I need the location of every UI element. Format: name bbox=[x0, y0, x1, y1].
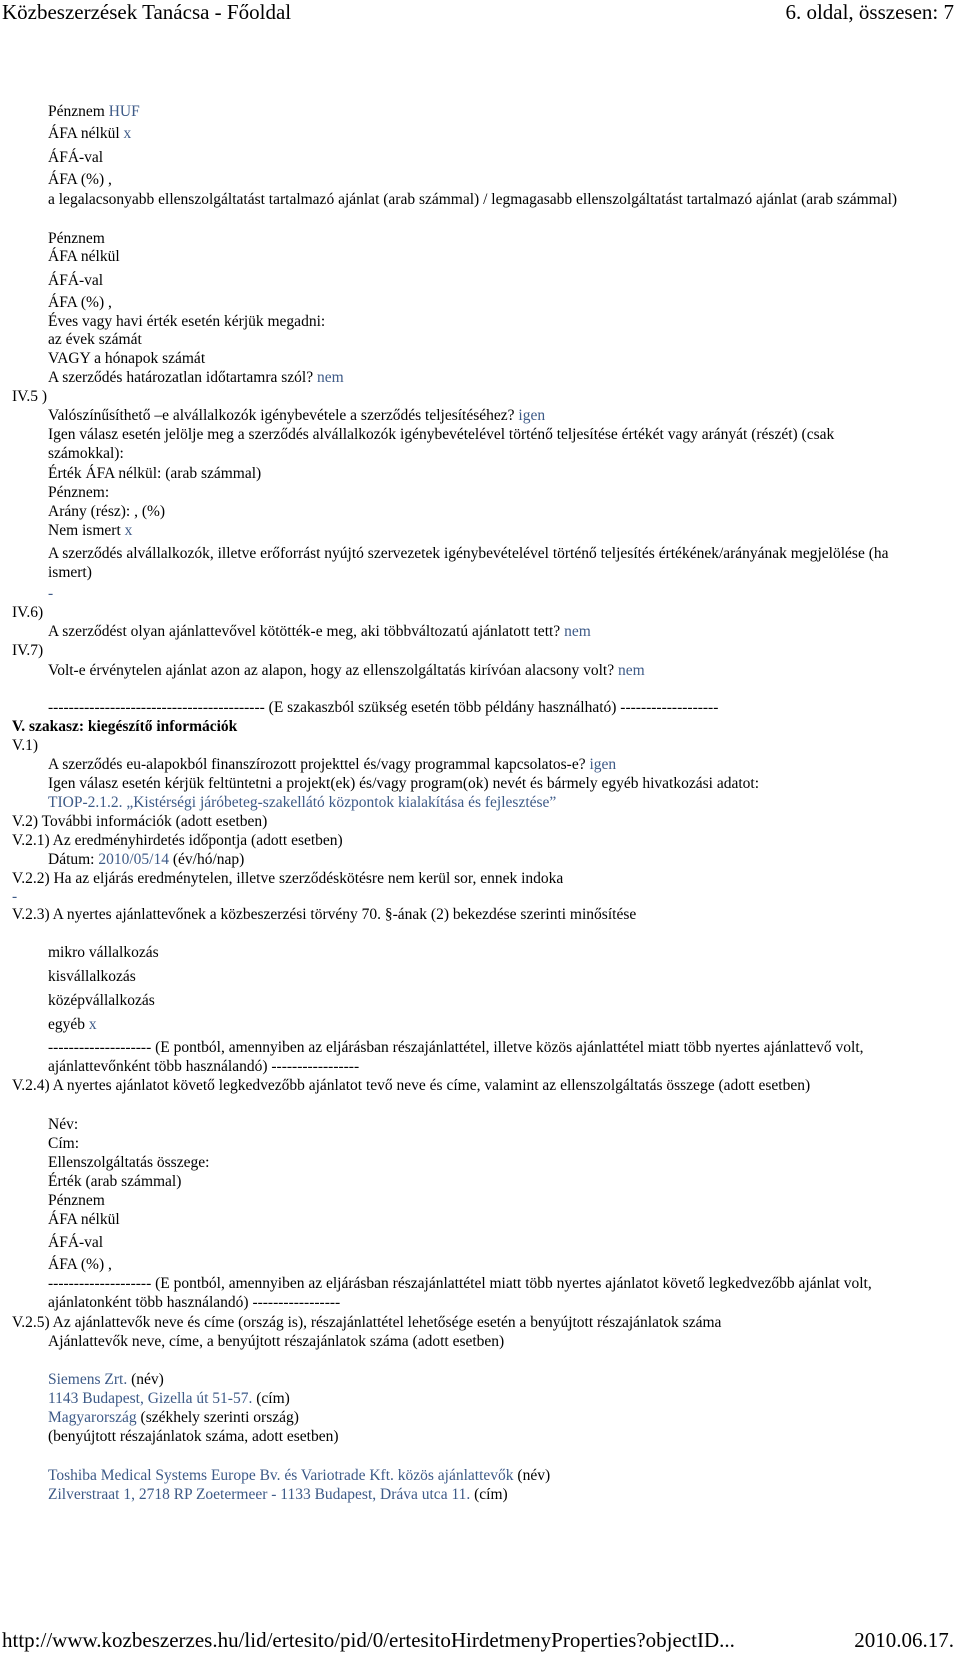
text-line: Pénznem bbox=[48, 230, 105, 247]
text-line: Érték ÁFA nélkül: (arab számmal) bbox=[48, 465, 262, 482]
other-line: egyéb x bbox=[48, 1016, 97, 1033]
text-line: ÁFÁ-val bbox=[48, 272, 104, 289]
text-line: ÁFA nélkül bbox=[48, 1211, 120, 1228]
text-line: ÁFA (%) , bbox=[48, 1256, 112, 1273]
section-number: IV.5 ) bbox=[12, 388, 48, 405]
text-line: Igen válasz esetén jelölje meg a szerződés alvállalkozók igénybevételével történő teljesítése értékét vagy arányát (részét) (csak számokkal): bbox=[48, 426, 835, 462]
low-price-line: Volt-e érvénytelen ajánlat azon az alapon, hogy az ellenszolgáltatás kirívóan alacsony volt? nem bbox=[48, 662, 645, 679]
text-line: a legalacsonyabb ellenszolgáltatást tartalmazó ajánlat (arab számmal) / legmagasabb ellenszolgáltatást tartalmazó ajánlat (arab számmal) bbox=[48, 191, 898, 208]
text-line: Ellenszolgáltatás összege: bbox=[48, 1154, 210, 1171]
section-number: IV.7) bbox=[12, 642, 44, 659]
value-dash: - bbox=[12, 888, 18, 905]
page-footer bbox=[0, 1626, 960, 1654]
page-counter: 6. oldal, összesen: 7 bbox=[785, 0, 954, 24]
indefinite-term-line: A szerződés határozatlan időtartamra szól? nem bbox=[48, 369, 344, 386]
print-date: 2010.06.17. bbox=[854, 1628, 954, 1652]
text-line: kisvállalkozás bbox=[48, 968, 136, 985]
text-line: A szerződés alvállalkozók, illetve erőforrást nyújtó szervezetek igénybevételével történő teljesítés értékének/arányának megjelölése (ha ismert) bbox=[48, 545, 889, 581]
text-line: V.2.5) Az ajánlattevők neve és címe (ország is), részajánlattétel lehetősége esetén a benyújtott részajánlatok száma bbox=[12, 1314, 722, 1331]
subcontractor-line: Valószínűsíthető –e alvállalkozók igénybevétele a szerződés teljesítéséhez? igen bbox=[48, 407, 546, 424]
value-dash: - bbox=[48, 585, 54, 602]
date-line: Dátum: 2010/05/14 (év/hó/nap) bbox=[48, 851, 245, 868]
project-reference: TIOP-2.1.2. „Kistérségi járóbeteg-szakellátó központok kialakítása és fejlesztése” bbox=[48, 794, 557, 811]
unknown-line: Nem ismert x bbox=[48, 522, 133, 539]
bidder-address-line: 1143 Budapest, Gizella út 51-57. (cím) bbox=[48, 1390, 290, 1407]
text-line: ÁFA (%) , bbox=[48, 294, 112, 311]
text-line: Ajánlattevők neve, címe, a benyújtott részajánlatok száma (adott esetben) bbox=[48, 1333, 505, 1350]
variant-bid-line: A szerződést olyan ajánlattevővel kötötték-e meg, aki többváltozatú ajánlatott tett? nem bbox=[48, 623, 591, 640]
section-number: V.1) bbox=[12, 737, 38, 754]
text-line: Arány (rész): , (%) bbox=[48, 503, 166, 520]
page-header bbox=[0, 0, 960, 26]
section-number: IV.6) bbox=[12, 604, 44, 621]
bidder-name-line: Toshiba Medical Systems Europe Bv. és Variotrade Kft. közös ajánlattevők (név) bbox=[48, 1467, 551, 1484]
text-line: V.2.3) A nyertes ajánlattevőnek a közbeszerzési törvény 70. §-ának (2) bekezdése szerinti minősítése bbox=[12, 906, 637, 923]
bidder-country-line: Magyarország (székhely szerinti ország) bbox=[48, 1409, 299, 1426]
bidder-address-line: Zilverstraat 1, 2718 RP Zoetermeer - 1133 Budapest, Dráva utca 11. (cím) bbox=[48, 1486, 508, 1503]
text-line: (benyújtott részajánlatok száma, adott esetben) bbox=[48, 1428, 339, 1445]
eu-funds-line: A szerződés eu-alapokból finanszírozott projekttel és/vagy programmal kapcsolatos-e? igen bbox=[48, 756, 617, 773]
text-line: ÁFÁ-val bbox=[48, 1234, 104, 1251]
text-line: Érték (arab számmal) bbox=[48, 1173, 182, 1190]
text-line: Éves vagy havi érték esetén kérjük megadni: bbox=[48, 313, 326, 330]
text-line: ÁFA nélkül bbox=[48, 248, 120, 265]
net-line: ÁFA nélkül x bbox=[48, 125, 132, 142]
separator-line: -------------------- (E pontból, amennyiben az eljárásban részajánlattétel miatt több nyertes ajánlatot követő legkedvezőbb ajánlat volt, ajánlatonként több használandó) ----------------- bbox=[48, 1275, 872, 1311]
text-line: Cím: bbox=[48, 1135, 80, 1152]
text-line: Név: bbox=[48, 1116, 79, 1133]
text-line: mikro vállalkozás bbox=[48, 944, 159, 961]
separator-line: -------------------- (E pontból, amennyiben az eljárásban részajánlattétel, illetve közös ajánlattétel miatt több nyertes ajánlattevő volt, ajánlattevőnként több használandó) ----------------- bbox=[48, 1039, 864, 1075]
separator-line: ------------------------------------------ (E szakaszból szükség esetén több példány használható) ------------------- bbox=[48, 699, 719, 716]
text-line: V.2.1) Az eredményhirdetés időpontja (adott esetben) bbox=[12, 832, 343, 849]
text-line: az évek számát bbox=[48, 331, 142, 348]
text-line: VAGY a hónapok számát bbox=[48, 350, 206, 367]
text-line: Igen válasz esetén kérjük feltüntetni a projekt(ek) és/vagy program(ok) nevét és bármely egyéb hivatkozási adatot: bbox=[48, 775, 760, 792]
text-line: V.2.2) Ha az eljárás eredménytelen, illetve szerződéskötésre nem kerül sor, ennek indoka bbox=[12, 870, 564, 887]
text-line: Pénznem: bbox=[48, 484, 110, 501]
page-title: Közbeszerzések Tanácsa - Főoldal bbox=[2, 0, 292, 24]
currency-line: Pénznem HUF bbox=[48, 103, 140, 120]
text-line: ÁFA (%) , bbox=[48, 171, 112, 188]
text-line: ÁFÁ-val bbox=[48, 149, 104, 166]
text-line: V.2) További információk (adott esetben) bbox=[12, 813, 268, 830]
section-heading: V. szakasz: kiegészítő információk bbox=[12, 718, 238, 735]
text-line: V.2.4) A nyertes ajánlatot követő legkedvezőbb ajánlatot tevő neve és címe, valamint az ellenszolgáltatás összege (adott esetben) bbox=[12, 1077, 811, 1094]
source-url: http://www.kozbeszerzes.hu/lid/ertesito/pid/0/ertesitoHirdetmenyProperties?objectID... bbox=[2, 1628, 735, 1652]
text-line: Pénznem bbox=[48, 1192, 105, 1209]
bidder-name-line: Siemens Zrt. (név) bbox=[48, 1371, 164, 1388]
text-line: középvállalkozás bbox=[48, 992, 155, 1009]
